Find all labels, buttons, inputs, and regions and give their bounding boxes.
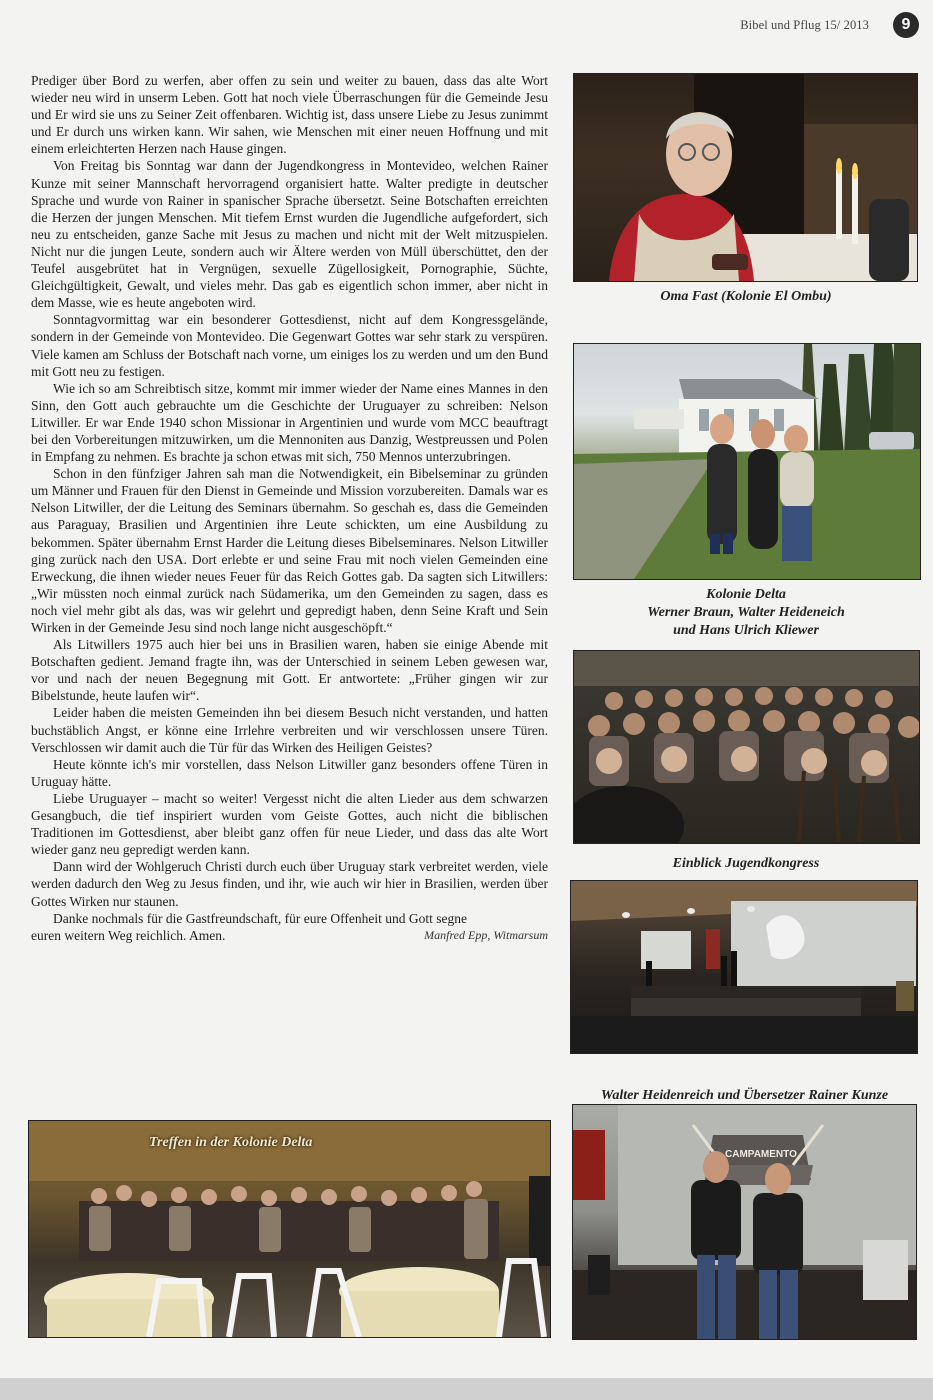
article-paragraph: Dann wird der Wohlgeruch Christi durch euch über Uruguay stark verbreitet werden, viele werden dadurch den Weg zu Jesus finden, und ihr, wie auch wir hier in Brasilien, werden über Gottes Wirken nur staunen. [31, 859, 548, 909]
photo-kolonie-delta-illustration [574, 344, 920, 579]
article-paragraph: Von Freitag bis Sonntag war dann der Jugendkongress in Montevideo, welchen Rainer Kunze mit seiner Mannschaft hervorragend organisiert hatte. Walter predigte in deutscher Sprache und wurde von Rainer in spanischer Sprache übersetzt. Seine Botschaften erreichten die Herzen der jungen Menschen. Mit tiefem Ernst wurden die Jugendliche aufgefordert, sich neu zu entscheiden, ganze Sache mit Jesus zu machen und nicht mit der Welt mitzuspielen. Nicht nur die jungen Leute, sondern auch wir Ältere werden von Müll überschüttet, den der Teufel ausgebrütet hat in Vergnügen, sexuelle Zügellosigkeit, Pornographie, Süchte, Gleichgültigkeit, Gewalt, und vieles mehr. Das gab es eigentlich schon immer, aber nicht in dem Masse, wie es heute angeboten wird. [31, 158, 548, 311]
running-header: Bibel und Pflug 15/ 2013 [740, 18, 869, 32]
photo-stage-illustration [571, 881, 917, 1053]
photo-oma-fast [573, 73, 918, 282]
photo-speakers [572, 1104, 917, 1340]
article-paragraph: Schon in den fünfziger Jahren sah man die Notwendigkeit, ein Bibelseminar zu gründen um Männer und Frauen für den Dienst in Gemeinde und Mission vorzubereiten. Damals war es Nelson Litwiller, der die Leitung des Seminars übernahm. So geschah es, dass die Gemeinden aus Paraguay, Brasilien und Argentinien ihre Leute schickten, um eine Ausbildung zu bekommen. Später übernahm Ernst Harder die Leitung dieses Bibelseminares. Nelson Litwiller ging zurück nach den USA. Dort erlebte er und seine Frau mit noch vielen Gemeinden eine Erweckung, die ihnen wieder neues Feuer für das Reich Gottes gab. Da sagten sich Litwillers: „Wir müssten noch einmal zurück nach Südamerika, um den Gemeinden zu sagen, dass es noch viel mehr gibt als das, was wir gelehrt und gepredigt haben, denn Seine Kraft und Sein Wirken in der Gemeinde Jesu sind noch lange nicht ausgeschöpft.“ [31, 466, 548, 635]
photo-treffen [28, 1120, 551, 1338]
page-bottom-edge [0, 1378, 933, 1400]
photo-jugendkongress [573, 650, 920, 844]
article-paragraph: Sonntagvormittag war ein besonderer Gottesdienst, nicht auf dem Kongressgelände, sondern in der Gemeinde von Montevideo. Die Gegenwart Gottes war sehr stark zu verspüren. Viele kamen am Schluss der Botschaft nach vorne, um einiges los zu werden und um den Bund mit Gott neu zu festigen. [31, 312, 548, 379]
photo-speakers-caption: Walter Heidenreich und Übersetzer Rainer Kunze [600, 1088, 889, 1103]
photo-jugendkongress-illustration [574, 651, 919, 843]
article-paragraph: Heute könnte ich's mir vorstellen, dass Nelson Litwiller ganz besonders offene Türen in Uruguay hätte. [31, 756, 548, 789]
page-number-badge: 9 [893, 12, 919, 38]
caption-line: und Hans Ulrich Kliewer [673, 623, 819, 638]
author-signature: Manfred Epp, Witmarsum [424, 927, 548, 942]
photo-kolonie-delta [573, 343, 921, 580]
photo-stage [570, 880, 918, 1054]
photo-treffen-overlay-title: Treffen in der Kolonie Delta [149, 1135, 313, 1150]
photo-jugendkongress-caption: Einblick Jugendkongress [672, 856, 820, 871]
article-paragraph: Als Litwillers 1975 auch hier bei uns in Brasilien waren, haben sie einige Abende mit Botschaften gedient. Jemand fragte ihn, was der Unterschied in seinem Leben gewesen war, vor und nach der neuen Begegnung mit Gott. Er antwortete: „Früher gingen wir zur Bibelstunde, heute laufen wir“. [31, 637, 548, 704]
caption-line: Werner Braun, Walter Heideneich [647, 605, 845, 620]
photo-treffen-illustration [29, 1121, 550, 1337]
closing-row [31, 927, 548, 944]
article-paragraph: Prediger über Bord zu werfen, aber offen zu sein und weiter zu bauen, dass das alte Wort wieder neu wird in unserm Leben. Gott hat noch viele Überraschungen für die Gemeinde Jesu und Er wird sie uns zu Seiner Zeit offenbaren. Wichtig ist, dass unsere Liebe zu Jesus zunimmt und Er durch uns wirken kann. Wir sahen, wie Menschen mit einer neuen Hoffnung und mit einem erleichterten Herzen nach Hause gingen. [31, 73, 548, 157]
closing-line: euren weitern Weg reichlich. Amen. [31, 927, 226, 943]
article-body [31, 72, 548, 944]
article-paragraph: Wie ich so am Schreibtisch sitze, kommt mir immer wieder der Name eines Mannes in den Sinn, den Gott auch gebrauchte um die Geschichte der Uruguayer zu schreiben: Nelson Litwiller. Er war Ende 1940 schon Missionar in Argentinien und wurde vom MCC beauftragt bei den Vorbereitungen mitzuwirken, um die Mennoniten aus Danzig, Westpreussen und Polen in Empfang zu nehmen. Es brachte ja schon etwas mit sich, 750 Mennos unterzubringen. [31, 380, 548, 465]
photo-kolonie-delta-caption [573, 586, 919, 640]
photo-oma-fast-caption: Oma Fast (Kolonie El Ombu) [660, 289, 832, 304]
photo-oma-fast-illustration [574, 74, 917, 281]
article-paragraph: Liebe Uruguayer – macht so weiter! Vergesst nicht die alten Lieder aus dem schwarzen Gesangbuch, die tief inspiriert wurden vom Geiste Gottes, auch nicht die biblischen Traditionen im Gottesdienst, aber bleibt ganz offen für neue Lieder, und dass das alte Wort wieder ganz neu gepredigt werden kann. [31, 790, 548, 858]
caption-line: Kolonie Delta [706, 587, 786, 602]
campamento-banner-text: CAMPAMENTO [725, 1149, 797, 1160]
article-paragraph: Leider haben die meisten Gemeinden ihn bei diesem Besuch nicht verstanden, und hatten buchstäblich Angst, er könne eine Irrlehre verbreiten und wir verschlossen unsere Türen. Verschlossen wir damit auch die Tür für das Wirken des Heiligen Geistes? [31, 705, 548, 755]
photo-speakers-illustration [573, 1105, 916, 1339]
article-paragraph: Danke nochmals für die Gastfreundschaft, für eure Offenheit und Gott segne [53, 910, 467, 926]
